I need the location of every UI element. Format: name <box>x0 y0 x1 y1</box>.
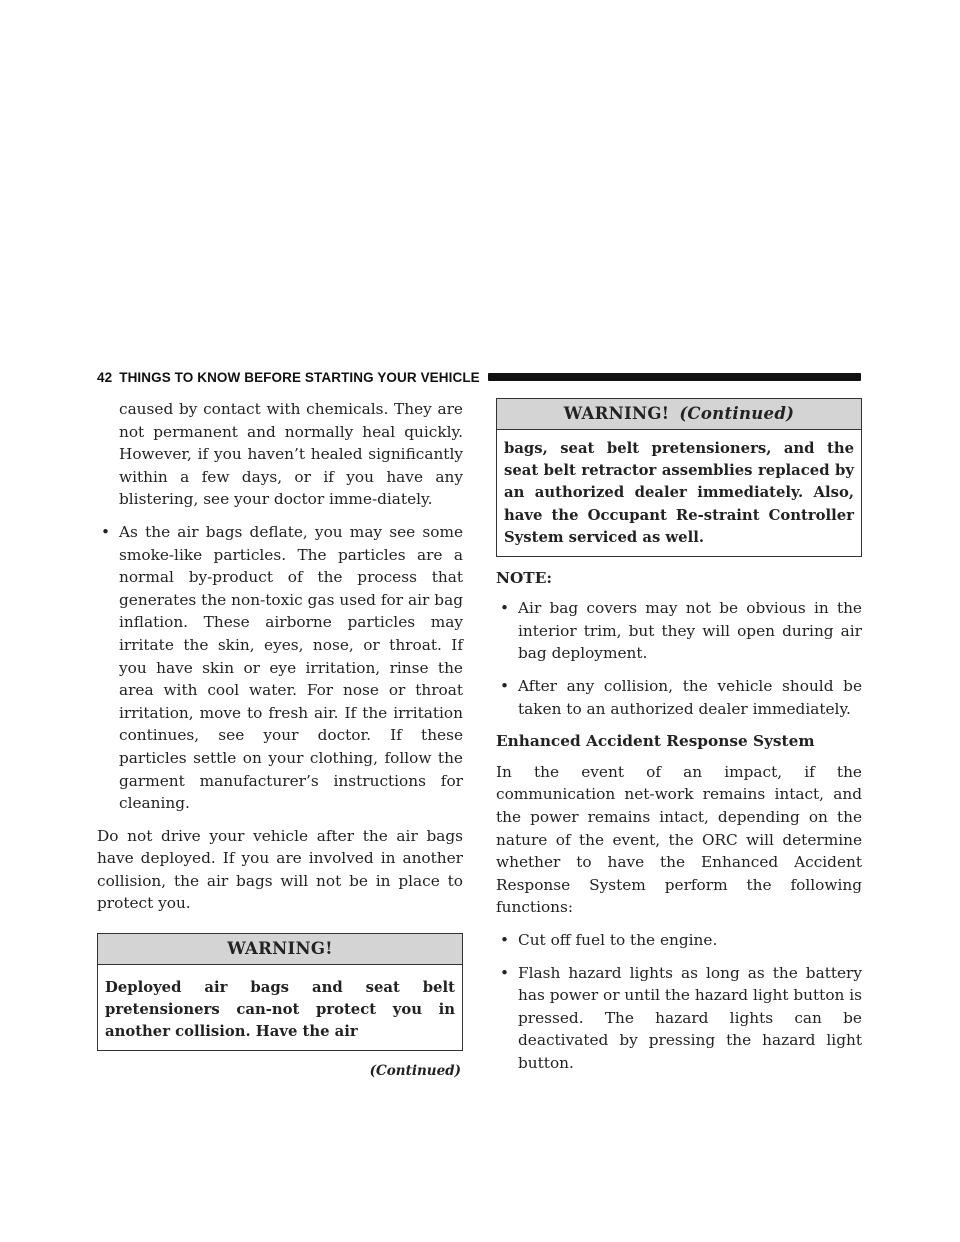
list-item <box>496 929 862 952</box>
list-item <box>496 675 862 720</box>
note-label: NOTE: <box>496 568 552 587</box>
warning-title-continued <box>497 399 861 430</box>
intro-continuation: caused by contact with chemicals. They are not permanent and normally heal quickly. However, if you haven’t healed significantly within a few days, or if you have any blistering, see your doctor imme-diately. <box>119 400 463 509</box>
bullet-icon: • <box>500 677 510 695</box>
list-item <box>496 597 862 665</box>
enhanced-intro: In the event of an impact, if the communication net-work remains intact, and the power remains intact, depending on the nature of the event, the ORC will determine whether to have the Enhanced Accident Response System perform the following functions: <box>496 762 862 917</box>
warning-title-text: WARNING! <box>227 939 333 959</box>
bullet-icon: • <box>500 930 510 949</box>
bullet-text: Air bag covers may not be obvious in the interior trim, but they will open during air bag deployment. <box>518 599 862 663</box>
section-title: THINGS TO KNOW BEFORE STARTING YOUR VEHICLE <box>119 369 480 385</box>
bullet-text: Cut off fuel to the engine. <box>518 930 718 949</box>
warning-box <box>97 933 463 1051</box>
bullet-text: As the air bags deflate, you may see some smoke-like particles. The particles are a normal by-product of the process that generates the non-toxic gas used for air bag inflation. These airborne particles may irritate the skin, eyes, nose, or throat. If you have skin or eye irritation, rinse the area with cool water. For nose or throat irritation, move to fresh air. If the irritation continues, see your doctor. If these particles settle on your clothing, follow the garment manufacturer’s instructions for cleaning. <box>119 522 463 813</box>
list-item-deflate <box>97 521 463 815</box>
warning-title-suffix: (Continued) <box>679 404 795 423</box>
header-rule <box>488 373 861 381</box>
page-header <box>97 368 861 386</box>
left-column <box>97 398 463 1082</box>
do-not-drive-paragraph: Do not drive your vehicle after the air bags have deployed. If you are involved in another collision, the air bags will not be in place to protect you. <box>97 826 463 913</box>
warning-title <box>98 934 462 965</box>
list-item <box>496 962 862 1075</box>
continued-label: (Continued) <box>369 1062 461 1079</box>
warning-box-continued <box>496 398 862 557</box>
bullet-text: After any collision, the vehicle should be taken to an authorized dealer immediately. <box>518 677 862 718</box>
right-column <box>496 398 862 1085</box>
warning-body: Deployed air bags and seat belt pretensioners can-not protect you in another collision. Have the air <box>105 978 455 1041</box>
warning-title-text: WARNING! <box>563 404 670 423</box>
warning-body-continued: bags, seat belt pretensioners, and the seat belt retractor assemblies replaced by an authorized dealer immediately. Also, have the Occupant Re-straint Controller System serviced as well. <box>504 439 854 547</box>
bullet-icon: • <box>500 963 510 982</box>
bullet-text: Flash hazard lights as long as the battery has power or until the hazard light button is pressed. The hazard lights can be deactivated by pressing the hazard light button. <box>518 963 862 1072</box>
bullet-icon: • <box>500 599 510 618</box>
page-number: 42 <box>97 369 113 385</box>
bullet-icon: • <box>101 522 111 541</box>
enhanced-heading: Enhanced Accident Response System <box>496 732 815 751</box>
